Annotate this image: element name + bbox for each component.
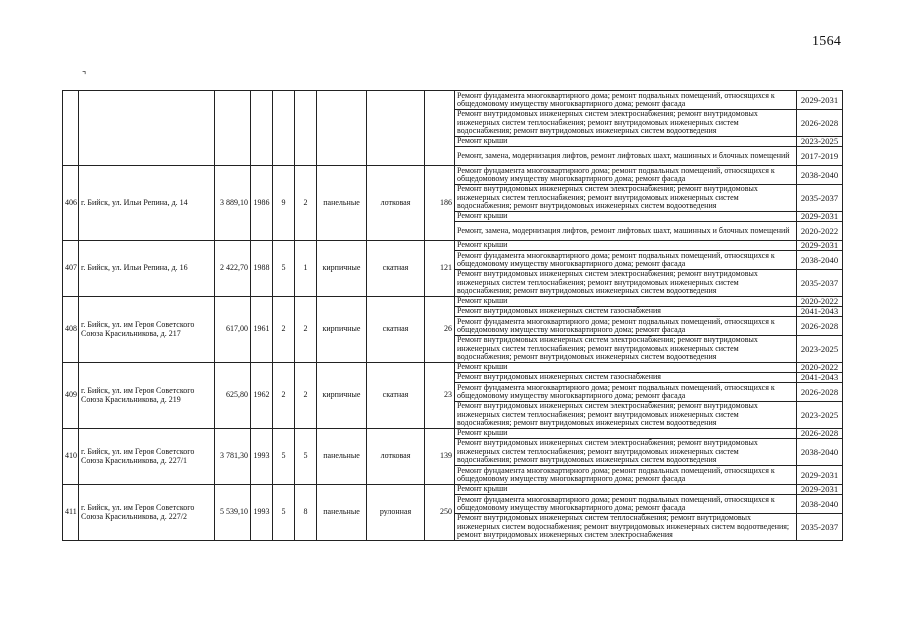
- work-description: Ремонт внутридомовых инженерных систем электроснабжения; ремонт внутридомовых инженерных систем теплоснабжения; ремонт внутридомовых инженерных систем водоснабжения; ремонт внутридомовых инженерных систем водоотведения: [455, 336, 797, 363]
- house-row: [63, 485, 843, 495]
- house-year: 1988: [251, 241, 273, 297]
- wall-material: кирпичные: [317, 363, 367, 429]
- house-row: [63, 297, 843, 307]
- work-period: 2020-2022: [797, 222, 843, 241]
- work-period: 2035-2037: [797, 270, 843, 297]
- wall-material: кирпичные: [317, 297, 367, 363]
- house-number: [63, 91, 79, 166]
- roof-type: скатная: [367, 297, 425, 363]
- work-description: Ремонт крыши: [455, 429, 797, 439]
- work-period: 2038-2040: [797, 166, 843, 185]
- work-period: 2023-2025: [797, 137, 843, 147]
- work-period: 2029-2031: [797, 485, 843, 495]
- work-description: Ремонт крыши: [455, 297, 797, 307]
- roof-type: рулонная: [367, 485, 425, 541]
- house-entrances: 2: [295, 166, 317, 241]
- work-period: 2026-2028: [797, 110, 843, 137]
- house-floors: 2: [273, 297, 295, 363]
- work-period: 2029-2031: [797, 91, 843, 110]
- house-number: 406: [63, 166, 79, 241]
- house-floors: 9: [273, 166, 295, 241]
- residents-count: 139: [425, 429, 455, 485]
- house-address: г. Бийск, ул. им Героя Советского Союза Красильникова, д. 217: [79, 297, 215, 363]
- house-row: [63, 241, 843, 251]
- work-description: Ремонт внутридомовых инженерных систем электроснабжения; ремонт внутридомовых инженерных систем теплоснабжения; ремонт внутридомовых инженерных систем водоснабжения; ремонт внутридомовых инженерных систем водоотведения: [455, 439, 797, 466]
- work-description: Ремонт крыши: [455, 363, 797, 373]
- work-description: Ремонт крыши: [455, 241, 797, 251]
- work-description: Ремонт фундамента многоквартирного дома; ремонт подвальных помещений, относящихся к общедомовому имуществу многоквартирного дома; ремонт фасада: [455, 466, 797, 485]
- work-period: 2038-2040: [797, 439, 843, 466]
- work-description: Ремонт внутридомовых инженерных систем теплоснабжения; ремонт внутридомовых инженерных систем водоснабжения; ремонт внутридомовых инженерных систем водоотведения; ремонт внутридомовых инженерных систем электроснабжения: [455, 514, 797, 541]
- work-description: Ремонт фундамента многоквартирного дома; ремонт подвальных помещений, относящихся к общедомовому имуществу многоквартирного дома; ремонт фасада: [455, 495, 797, 514]
- house-address: г. Бийск, ул. Ильи Репина, д. 14: [79, 166, 215, 241]
- house-year: 1961: [251, 297, 273, 363]
- page-number: 1564: [812, 34, 842, 49]
- work-description: Ремонт внутридомовых инженерных систем газоснабжения: [455, 307, 797, 317]
- work-period: 2026-2028: [797, 429, 843, 439]
- roof-type: [367, 91, 425, 166]
- house-area: 3 889,10: [215, 166, 251, 241]
- work-description: Ремонт фундамента многоквартирного дома; ремонт подвальных помещений, относящихся к общедомовому имуществу многоквартирного дома; ремонт фасада: [455, 251, 797, 270]
- work-period: 2020-2022: [797, 297, 843, 307]
- house-area: 2 422,70: [215, 241, 251, 297]
- corner-mark: ⌝: [82, 70, 87, 80]
- house-floors: [273, 91, 295, 166]
- work-period: 2023-2025: [797, 402, 843, 429]
- work-description: Ремонт крыши: [455, 212, 797, 222]
- house-number: 410: [63, 429, 79, 485]
- work-period: 2023-2025: [797, 336, 843, 363]
- work-description: Ремонт фундамента многоквартирного дома; ремонт подвальных помещений, относящихся к общедомовому имуществу многоквартирного дома; ремонт фасада: [455, 91, 797, 110]
- house-floors: 2: [273, 363, 295, 429]
- work-description: Ремонт крыши: [455, 485, 797, 495]
- house-entrances: 1: [295, 241, 317, 297]
- work-description: Ремонт, замена, модернизация лифтов, ремонт лифтовых шахт, машинных и блочных помещений: [455, 222, 797, 241]
- house-address: г. Бийск, ул. им Героя Советского Союза Красильникова, д. 219: [79, 363, 215, 429]
- work-period: 2041-2043: [797, 307, 843, 317]
- wall-material: панельные: [317, 485, 367, 541]
- roof-type: скатная: [367, 363, 425, 429]
- work-description: Ремонт фундамента многоквартирного дома; ремонт подвальных помещений, относящихся к общедомовому имуществу многоквартирного дома; ремонт фасада: [455, 166, 797, 185]
- wall-material: кирпичные: [317, 241, 367, 297]
- capital-repair-table: [62, 90, 843, 541]
- house-number: 411: [63, 485, 79, 541]
- work-description: Ремонт внутридомовых инженерных систем электроснабжения; ремонт внутридомовых инженерных систем теплоснабжения; ремонт внутридомовых инженерных систем водоснабжения; ремонт внутридомовых инженерных систем водоотведения: [455, 270, 797, 297]
- house-year: [251, 91, 273, 166]
- house-floors: 5: [273, 429, 295, 485]
- house-year: 1962: [251, 363, 273, 429]
- house-year: 1993: [251, 485, 273, 541]
- work-period: 2026-2028: [797, 317, 843, 336]
- work-description: Ремонт фундамента многоквартирного дома; ремонт подвальных помещений, относящихся к общедомовому имуществу многоквартирного дома; ремонт фасада: [455, 383, 797, 402]
- work-period: 2026-2028: [797, 383, 843, 402]
- work-description: Ремонт внутридомовых инженерных систем газоснабжения: [455, 373, 797, 383]
- work-period: 2038-2040: [797, 495, 843, 514]
- work-description: Ремонт внутридомовых инженерных систем электроснабжения; ремонт внутридомовых инженерных систем теплоснабжения; ремонт внутридомовых инженерных систем водоснабжения; ремонт внутридомовых инженерных систем водоотведения: [455, 185, 797, 212]
- house-number: 408: [63, 297, 79, 363]
- residents-count: 121: [425, 241, 455, 297]
- house-row: [63, 91, 843, 110]
- work-period: 2041-2043: [797, 373, 843, 383]
- work-period: 2038-2040: [797, 251, 843, 270]
- wall-material: [317, 91, 367, 166]
- residents-count: 23: [425, 363, 455, 429]
- house-entrances: 2: [295, 297, 317, 363]
- house-row: [63, 429, 843, 439]
- house-area: 617,00: [215, 297, 251, 363]
- wall-material: панельные: [317, 166, 367, 241]
- house-area: 625,80: [215, 363, 251, 429]
- house-row: [63, 166, 843, 185]
- roof-type: лотковая: [367, 166, 425, 241]
- house-entrances: 5: [295, 429, 317, 485]
- house-address: г. Бийск, ул. Ильи Репина, д. 16: [79, 241, 215, 297]
- house-address: г. Бийск, ул. им Героя Советского Союза Красильникова, д. 227/2: [79, 485, 215, 541]
- work-description: Ремонт крыши: [455, 137, 797, 147]
- residents-count: [425, 91, 455, 166]
- work-period: 2029-2031: [797, 212, 843, 222]
- house-row: [63, 363, 843, 373]
- house-entrances: 8: [295, 485, 317, 541]
- house-address: [79, 91, 215, 166]
- house-address: г. Бийск, ул. им Героя Советского Союза Красильникова, д. 227/1: [79, 429, 215, 485]
- work-description: Ремонт внутридомовых инженерных систем электроснабжения; ремонт внутридомовых инженерных систем теплоснабжения; ремонт внутридомовых инженерных систем водоснабжения; ремонт внутридомовых инженерных систем водоотведения: [455, 110, 797, 137]
- work-period: 2029-2031: [797, 466, 843, 485]
- work-period: 2029-2031: [797, 241, 843, 251]
- work-description: Ремонт, замена, модернизация лифтов, ремонт лифтовых шахт, машинных и блочных помещений: [455, 147, 797, 166]
- house-number: 409: [63, 363, 79, 429]
- house-area: 3 781,30: [215, 429, 251, 485]
- residents-count: 250: [425, 485, 455, 541]
- work-period: 2017-2019: [797, 147, 843, 166]
- roof-type: лотковая: [367, 429, 425, 485]
- work-period: 2020-2022: [797, 363, 843, 373]
- house-floors: 5: [273, 485, 295, 541]
- house-entrances: [295, 91, 317, 166]
- work-description: Ремонт фундамента многоквартирного дома; ремонт подвальных помещений, относящихся к общедомовому имуществу многоквартирного дома; ремонт фасада: [455, 317, 797, 336]
- house-entrances: 2: [295, 363, 317, 429]
- work-period: 2035-2037: [797, 514, 843, 541]
- roof-type: скатная: [367, 241, 425, 297]
- house-year: 1993: [251, 429, 273, 485]
- work-description: Ремонт внутридомовых инженерных систем электроснабжения; ремонт внутридомовых инженерных систем теплоснабжения; ремонт внутридомовых инженерных систем водоснабжения; ремонт внутридомовых инженерных систем водоотведения: [455, 402, 797, 429]
- work-period: 2035-2037: [797, 185, 843, 212]
- house-year: 1986: [251, 166, 273, 241]
- house-floors: 5: [273, 241, 295, 297]
- house-area: 5 539,10: [215, 485, 251, 541]
- house-area: [215, 91, 251, 166]
- residents-count: 26: [425, 297, 455, 363]
- house-number: 407: [63, 241, 79, 297]
- wall-material: панельные: [317, 429, 367, 485]
- residents-count: 186: [425, 166, 455, 241]
